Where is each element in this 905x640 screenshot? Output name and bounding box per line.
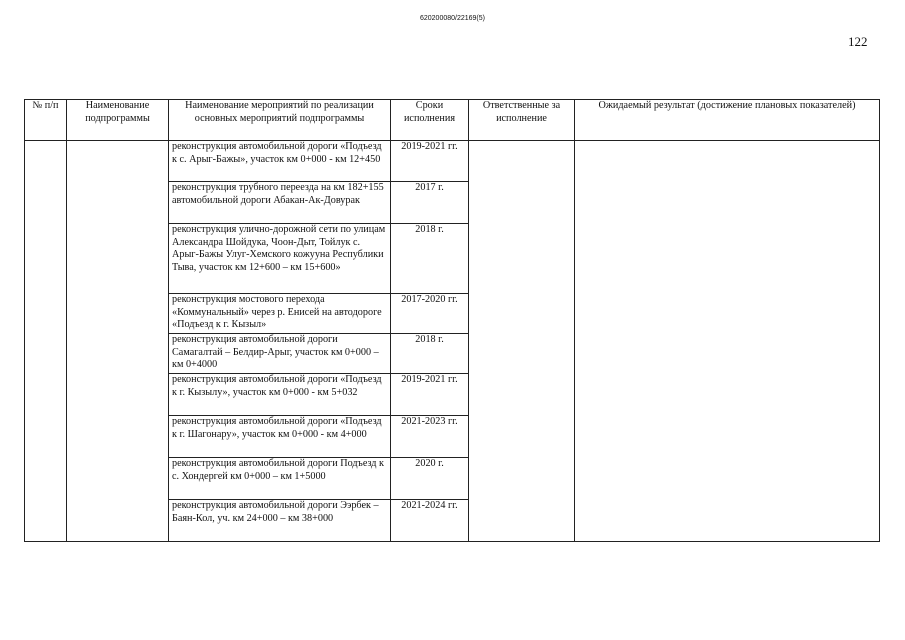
period-cell: 2021-2023 гг. <box>391 416 469 458</box>
period-cell: 2017 г. <box>391 182 469 224</box>
table-header-row <box>25 100 880 141</box>
header-result: Ожидаемый результат (достижение плановых показателей) <box>575 100 880 141</box>
header-period: Сроки исполнения <box>391 100 469 141</box>
page-number: 122 <box>848 34 868 49</box>
subprogram-cell <box>67 141 169 542</box>
header-number: № п/п <box>25 100 67 141</box>
responsible-cell <box>469 141 575 542</box>
period-cell: 2020 г. <box>391 458 469 500</box>
activity-cell: реконструкция улично-дорожной сети по улицам Александра Шойдука, Чоон-Дыт, Тойлук с. Арыг-Бажы Улуг-Хемского кожууна Республики Тыва, участок км 12+600 – км 15+600» <box>169 224 391 294</box>
header-subprogram: Наименование подпрограммы <box>67 100 169 141</box>
activity-cell: реконструкция мостового перехода «Коммунальный» через р. Енисей на автодороге «Подъезд к г. Кызыл» <box>169 294 391 334</box>
document-id: 620200080/22169(5) <box>419 15 485 22</box>
period-cell: 2019-2021 гг. <box>391 141 469 182</box>
header-responsible: Ответственные за исполнение <box>469 100 575 141</box>
activity-cell: реконструкция автомобильной дороги «Подъезд к г. Шагонару», участок км 0+000 - км 4+000 <box>169 416 391 458</box>
period-cell: 2018 г. <box>391 334 469 374</box>
table-row <box>25 141 880 182</box>
period-cell: 2018 г. <box>391 224 469 294</box>
activity-cell: реконструкция автомобильной дороги Подъезд к с. Хондергей км 0+000 – км 1+5000 <box>169 458 391 500</box>
activity-cell: реконструкция автомобильной дороги Ээрбек – Баян-Кол, уч. км 24+000 – км 38+000 <box>169 500 391 542</box>
activity-cell: реконструкция автомобильной дороги «Подъезд к с. Арыг-Бажы», участок км 0+000 - км 12+450 <box>169 141 391 182</box>
period-cell: 2021-2024 гг. <box>391 500 469 542</box>
activity-cell: реконструкция автомобильной дороги Самагалтай – Белдир-Арыг, участок км 0+000 – км 0+4000 <box>169 334 391 374</box>
period-cell: 2017-2020 гг. <box>391 294 469 334</box>
header-activity: Наименование мероприятий по реализации основных мероприятий подпрограммы <box>169 100 391 141</box>
measures-table <box>24 99 880 542</box>
activity-cell: реконструкция трубного переезда на км 182+155 автомобильной дороги Абакан-Ак-Довурак <box>169 182 391 224</box>
activity-cell: реконструкция автомобильной дороги «Подъезд к г. Кызылу», участок км 0+000 - км 5+032 <box>169 374 391 416</box>
period-cell: 2019-2021 гг. <box>391 374 469 416</box>
number-cell <box>25 141 67 542</box>
result-cell <box>575 141 880 542</box>
